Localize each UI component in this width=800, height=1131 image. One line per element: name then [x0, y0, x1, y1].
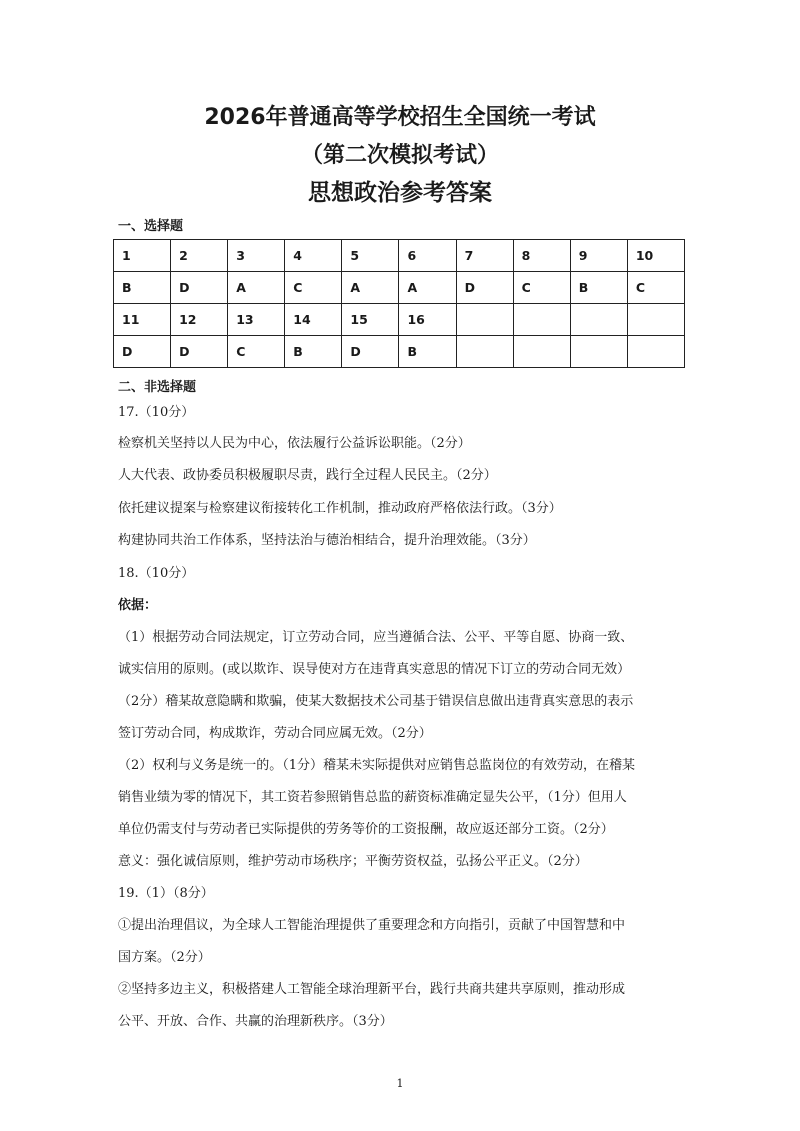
- exam-subtitle: （第二次模拟考试）: [300, 143, 499, 168]
- question-number-cell: 5: [342, 240, 399, 272]
- answer-table-row: [114, 336, 685, 368]
- answer-cell: [456, 336, 513, 368]
- q18-text-line: 诚实信用的原则。(或以欺诈、误导使对方在违背真实意思的情况下订立的劳动合同无效）: [118, 662, 631, 677]
- q19-text-line: ②坚持多边主义，积极搭建人工智能全球治理新平台，践行共商共建共享原则，推动形成: [118, 982, 626, 997]
- section-multiple-choice-heading: 一、选择题: [118, 219, 184, 234]
- answer-cell: A: [228, 272, 285, 304]
- answer-cell: A: [399, 272, 456, 304]
- question-number-cell: 16: [399, 304, 456, 336]
- answer-cell: B: [114, 272, 171, 304]
- question-number-cell: 15: [342, 304, 399, 336]
- q17-point-3: 依托建议提案与检察建议衔接转化工作机制，推动政府严格依法行政。（3分）: [118, 501, 562, 516]
- answer-cell: C: [627, 272, 684, 304]
- answer-cell: [570, 336, 627, 368]
- answer-cell: A: [342, 272, 399, 304]
- answer-cell: C: [228, 336, 285, 368]
- question-number-cell: [570, 304, 627, 336]
- question-number-cell: 3: [228, 240, 285, 272]
- question-number-cell: 14: [285, 304, 342, 336]
- question-number-cell: [456, 304, 513, 336]
- q19-text-line: ①提出治理倡议，为全球人工智能治理提供了重要理念和方向指引，贡献了中国智慧和中: [118, 918, 626, 933]
- q18-text-line: （2分）稽某故意隐瞒和欺骗，使某大数据技术公司基于错误信息做出违背真实意思的表示: [118, 694, 634, 709]
- question-number-cell: 8: [513, 240, 570, 272]
- answer-cell: D: [171, 336, 228, 368]
- question-number-cell: 13: [228, 304, 285, 336]
- q18-text-line: 销售业绩为零的情况下，其工资若参照销售总监的薪资标准确定显失公平，（1分）但用人: [118, 790, 627, 805]
- q18-basis-label: 依据：: [118, 598, 158, 613]
- answer-table-row: [114, 304, 685, 336]
- q17-point-2: 人大代表、政协委员积极履职尽责，践行全过程人民民主。（2分）: [118, 468, 497, 483]
- question-number-cell: [513, 304, 570, 336]
- q18-heading: 18.（10分）: [118, 566, 195, 581]
- question-number-cell: 9: [570, 240, 627, 272]
- q19-heading: 19.（1）（8分）: [118, 886, 214, 901]
- q18-text-line: 签订劳动合同，构成欺诈，劳动合同应属无效。（2分）: [118, 726, 432, 741]
- answer-cell: D: [456, 272, 513, 304]
- question-number-cell: 11: [114, 304, 171, 336]
- q18-text-line: 单位仍需支付与劳动者已实际提供的劳务等价的工资报酬，故应返还部分工资。（2分）: [118, 822, 614, 837]
- q17-point-4: 构建协同共治工作体系，坚持法治与德治相结合，提升治理效能。（3分）: [118, 533, 536, 548]
- q18-significance: 意义：强化诚信原则，维护劳动市场秩序；平衡劳资权益，弘扬公平正义。（2分）: [118, 854, 588, 869]
- q19-text-line: 公平、开放、合作、共赢的治理新秩序。（3分）: [118, 1014, 393, 1029]
- answer-key-title: 思想政治参考答案: [308, 180, 492, 206]
- page-number: 1: [396, 1077, 404, 1090]
- question-number-cell: 2: [171, 240, 228, 272]
- q18-text-line: （2）权利与义务是统一的。（1分）稽某未实际提供对应销售总监岗位的有效劳动，在稽某: [118, 758, 636, 773]
- answer-table: [113, 239, 685, 368]
- exam-title: 2026年普通高等学校招生全国统一考试: [204, 105, 596, 130]
- answer-cell: B: [285, 336, 342, 368]
- question-number-cell: 10: [627, 240, 684, 272]
- answer-cell: D: [342, 336, 399, 368]
- q17-heading: 17.（10分）: [118, 405, 195, 420]
- question-number-cell: [627, 304, 684, 336]
- section-non-choice-heading: 二、非选择题: [118, 380, 197, 395]
- answer-cell: [513, 336, 570, 368]
- question-number-cell: 7: [456, 240, 513, 272]
- q17-point-1: 检察机关坚持以人民为中心，依法履行公益诉讼职能。（2分）: [118, 436, 471, 451]
- question-number-cell: 1: [114, 240, 171, 272]
- answer-cell: C: [513, 272, 570, 304]
- answer-table-row: [114, 240, 685, 272]
- answer-cell: D: [171, 272, 228, 304]
- question-number-cell: 12: [171, 304, 228, 336]
- q18-text-line: （1）根据劳动合同法规定，订立劳动合同，应当遵循合法、公平、平等自愿、协商一致、: [118, 630, 634, 645]
- answer-cell: D: [114, 336, 171, 368]
- q19-text-line: 国方案。（2分）: [118, 950, 211, 965]
- question-number-cell: 4: [285, 240, 342, 272]
- answer-cell: C: [285, 272, 342, 304]
- answer-cell: B: [570, 272, 627, 304]
- answer-cell: B: [399, 336, 456, 368]
- answer-cell: [627, 336, 684, 368]
- answer-table-row: [114, 272, 685, 304]
- question-number-cell: 6: [399, 240, 456, 272]
